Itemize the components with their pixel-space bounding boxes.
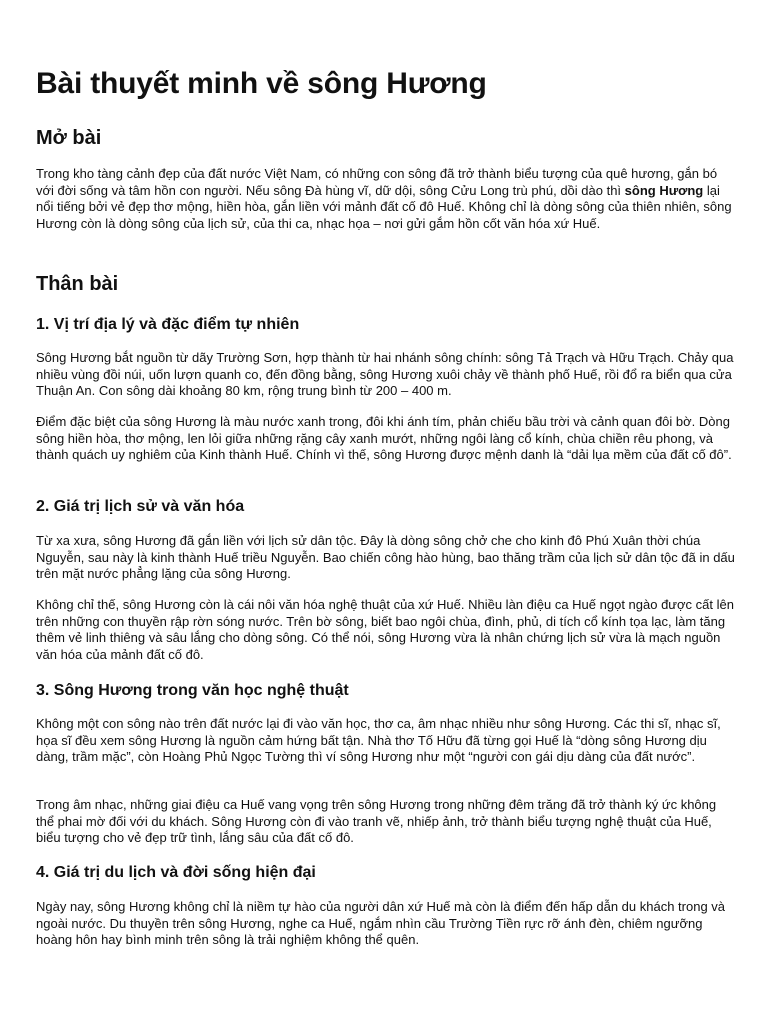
intro-text-bold: sông Hương xyxy=(624,182,704,198)
section-2-heading: 2. Giá trị lịch sử và văn hóa xyxy=(36,498,245,515)
intro-text-part2: lại nổi tiếng bởi vẻ đẹp thơ mộng, hiền hòa, gắn liền với mảnh đất cố đô Huế. Không chỉ là dòng sông của thiên nhiên, sông Hương còn là dòng sông của lịch sử, của thi ca, nhạc họa – nơi gửi gắm hồn cốt văn hóa xứ Huế. xyxy=(36,182,732,231)
intro-paragraph xyxy=(36,166,736,232)
section-1-heading: 1. Vị trí địa lý và đặc điểm tự nhiên xyxy=(36,316,300,333)
section-1-paragraph-1: Sông Hương bắt nguồn từ dãy Trường Sơn, hợp thành từ hai nhánh sông chính: sông Tả Trạch và Hữu Trạch. Chảy qua nhiều vùng đồi núi, uốn lượn quanh co, đến đồng bằng, sông Hương xuôi chảy về thành phố Huế, rồi đổ ra biển qua cửa Thuận An. Con sông dài khoảng 80 km, rộng trung bình từ 200 – 400 m. xyxy=(36,350,734,398)
section-4-heading: 4. Giá trị du lịch và đời sống hiện đại xyxy=(36,864,316,881)
section-3-heading: 3. Sông Hương trong văn học nghệ thuật xyxy=(36,682,349,699)
document-title: Bài thuyết minh về sông Hương xyxy=(36,67,487,100)
body-heading: Thân bài xyxy=(36,273,119,295)
section-2-paragraph-2: Không chỉ thế, sông Hương còn là cái nôi văn hóa nghệ thuật của xứ Huế. Nhiều làn điệu ca Huế ngọt ngào được cất lên trên những con thuyền rập rờn sóng nước. Trên bờ sông, biết bao ngôi chùa, đình, phủ, di tích cổ kính tọa lạc, làm tăng thêm vẻ linh thiêng và sâu lắng cho dòng sông. Có thể nói, sông Hương vừa là nhân chứng lịch sử vừa là mạch nguồn văn hóa của mảnh đất cố đô. xyxy=(36,597,734,662)
section-3-paragraph-1: Không một con sông nào trên đất nước lại đi vào văn học, thơ ca, âm nhạc nhiều như sông Hương. Các thi sĩ, nhạc sĩ, họa sĩ đều xem sông Hương là nguồn cảm hứng bất tận. Nhà thơ Tố Hữu đã từng gọi Huế là “dòng sông Hương dịu dàng, trầm mặc”, còn Hoàng Phủ Ngọc Tường thì ví sông Hương như một “người con gái dịu dàng của đất nước”. xyxy=(36,716,721,764)
intro-heading: Mở bài xyxy=(36,127,102,149)
section-3-paragraph-2: Trong âm nhạc, những giai điệu ca Huế vang vọng trên sông Hương trong những đêm trăng đã trở thành ký ức không thể phai mờ đối với du khách. Sông Hương còn đi vào tranh vẽ, nhiếp ảnh, trở thành biểu tượng nghệ thuật của Huế, biểu tượng cho vẻ đẹp trữ tình, lắng sâu của đất cố đô. xyxy=(36,797,717,845)
section-2-paragraph-1: Từ xa xưa, sông Hương đã gắn liền với lịch sử dân tộc. Đây là dòng sông chở che cho kinh đô Phú Xuân thời chúa Nguyễn, sau này là kinh thành Huế triều Nguyễn. Bao chiến công hào hùng, bao thăng trầm của lịch sử dân tộc đã in dấu trên mặt nước phẳng lặng của sông Hương. xyxy=(36,533,735,581)
section-4-paragraph-1: Ngày nay, sông Hương không chỉ là niềm tự hào của người dân xứ Huế mà còn là điểm đến hấp dẫn du khách trong và ngoài nước. Du thuyền trên sông Hương, nghe ca Huế, ngắm nhìn cầu Trường Tiền rực rỡ ánh đèn, chiêm ngưỡng hoàng hôn hay bình minh trên sông là trải nghiệm không thể quên. xyxy=(36,899,726,947)
section-1-paragraph-2: Điểm đặc biệt của sông Hương là màu nước xanh trong, đôi khi ánh tím, phản chiếu bầu trời và cảnh quan đôi bờ. Dòng sông hiền hòa, thơ mộng, len lỏi giữa những rặng cây xanh mướt, những ngôi làng cổ kính, chùa chiền rêu phong, và thành quách uy nghiêm của Kinh thành Huế. Chính vì thế, sông Hương được mệnh danh là “dải lụa mềm của đất cố đô”. xyxy=(36,414,732,462)
intro-text-part1: Trong kho tàng cảnh đẹp của đất nước Việt Nam, có những con sông đã trở thành biểu tượng của quê hương, gắn bó với đời sống và tâm hồn con người. Nếu sông Đà hùng vĩ, dữ dội, sông Cửu Long trù phú, dồi dào thì xyxy=(36,166,718,198)
